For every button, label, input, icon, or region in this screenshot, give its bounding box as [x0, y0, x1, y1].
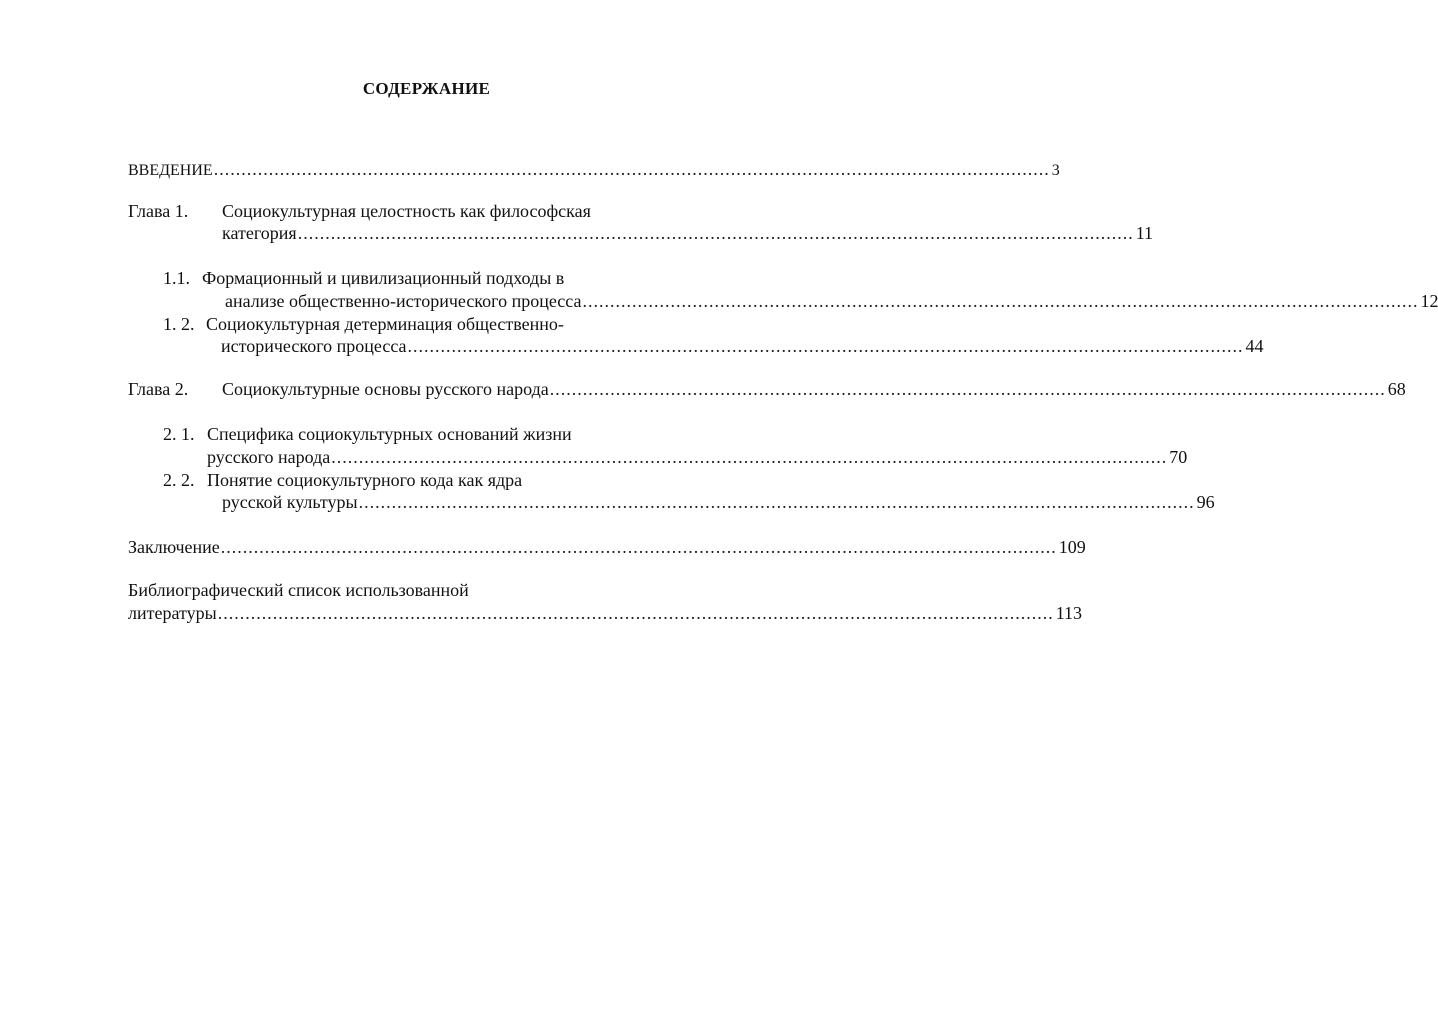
toc-entry-intro-text: ВВЕДЕНИЕ: [128, 162, 213, 179]
dot-leader: ........................................................................................................................................................: [213, 159, 1050, 179]
chapter-2-page: 68: [1387, 379, 1406, 399]
dot-leader: ........................................................................................................................................................: [220, 537, 1057, 557]
section-2-2-title-line1: Понятие социокультурного кода как ядра: [207, 470, 523, 490]
section-1-2-title-line1: Социокультурная детерминация общественно-: [206, 314, 564, 334]
section-1-1-title-line2: [225, 290, 1438, 312]
section-2-2-title-text: русской культуры: [222, 492, 358, 512]
section-1-1-title-line1: Формационный и цивилизационный подходы в: [202, 268, 565, 288]
section-2-1-title-text: русского народа: [207, 447, 331, 467]
chapter-1-label: Глава 1.: [128, 201, 189, 221]
section-2-2-title-line2: [222, 491, 1215, 513]
toc-entry-intro: [128, 158, 1060, 182]
chapter-2-title-text: Социокультурные основы русского народа: [222, 379, 549, 399]
chapter-1-title-line2: [222, 222, 1154, 244]
section-1-2-title-line2: [221, 335, 1264, 357]
section-2-2-number: 2. 2.: [163, 470, 195, 490]
section-2-1-title-line2: [207, 446, 1188, 468]
dot-leader: ........................................................................................................................................................: [297, 223, 1134, 243]
toc-entry-conclusion-text: Заключение: [128, 537, 220, 557]
page-title: СОДЕРЖАНИЕ: [362, 79, 491, 98]
dot-leader: ........................................................................................................................................................: [331, 447, 1168, 467]
toc-entry-intro-page: 3: [1051, 162, 1060, 179]
chapter-2-title-line1: [222, 378, 1406, 400]
section-1-1-page: 12: [1420, 291, 1438, 311]
section-2-2-page: 96: [1196, 492, 1215, 512]
chapter-2-label: Глава 2.: [128, 379, 189, 399]
section-1-2-page: 44: [1245, 336, 1264, 356]
chapter-1-title-text: категория: [222, 223, 297, 243]
bibliography-line2: [128, 602, 1083, 624]
toc-entry-conclusion: [128, 536, 1086, 558]
dot-leader: ........................................................................................................................................................: [358, 492, 1195, 512]
section-1-2-number: 1. 2.: [163, 314, 195, 334]
bibliography-text: литературы: [128, 603, 217, 623]
bibliography-page: 113: [1055, 603, 1083, 623]
chapter-1-title-line1: Социокультурная целостность как философская: [222, 201, 591, 221]
toc-entry-conclusion-page: 109: [1058, 537, 1086, 557]
section-2-1-title-line1: Специфика социокультурных оснований жизни: [207, 424, 572, 444]
dot-leader: ........................................................................................................................................................: [549, 379, 1386, 399]
section-2-1-number: 2. 1.: [163, 424, 195, 444]
dot-leader: ........................................................................................................................................................: [217, 603, 1054, 623]
section-1-2-title-text: исторического процесса: [221, 336, 407, 356]
section-1-1-title-text: анализе общественно-исторического процесса: [225, 291, 582, 311]
section-1-1-number: 1.1.: [163, 268, 190, 288]
section-2-1-page: 70: [1169, 447, 1188, 467]
chapter-1-page: 11: [1135, 223, 1154, 243]
dot-leader: ........................................................................................................................................................: [407, 336, 1244, 356]
bibliography-line1: Библиографический список использованной: [128, 580, 469, 600]
dot-leader: ........................................................................................................................................................: [582, 291, 1419, 311]
